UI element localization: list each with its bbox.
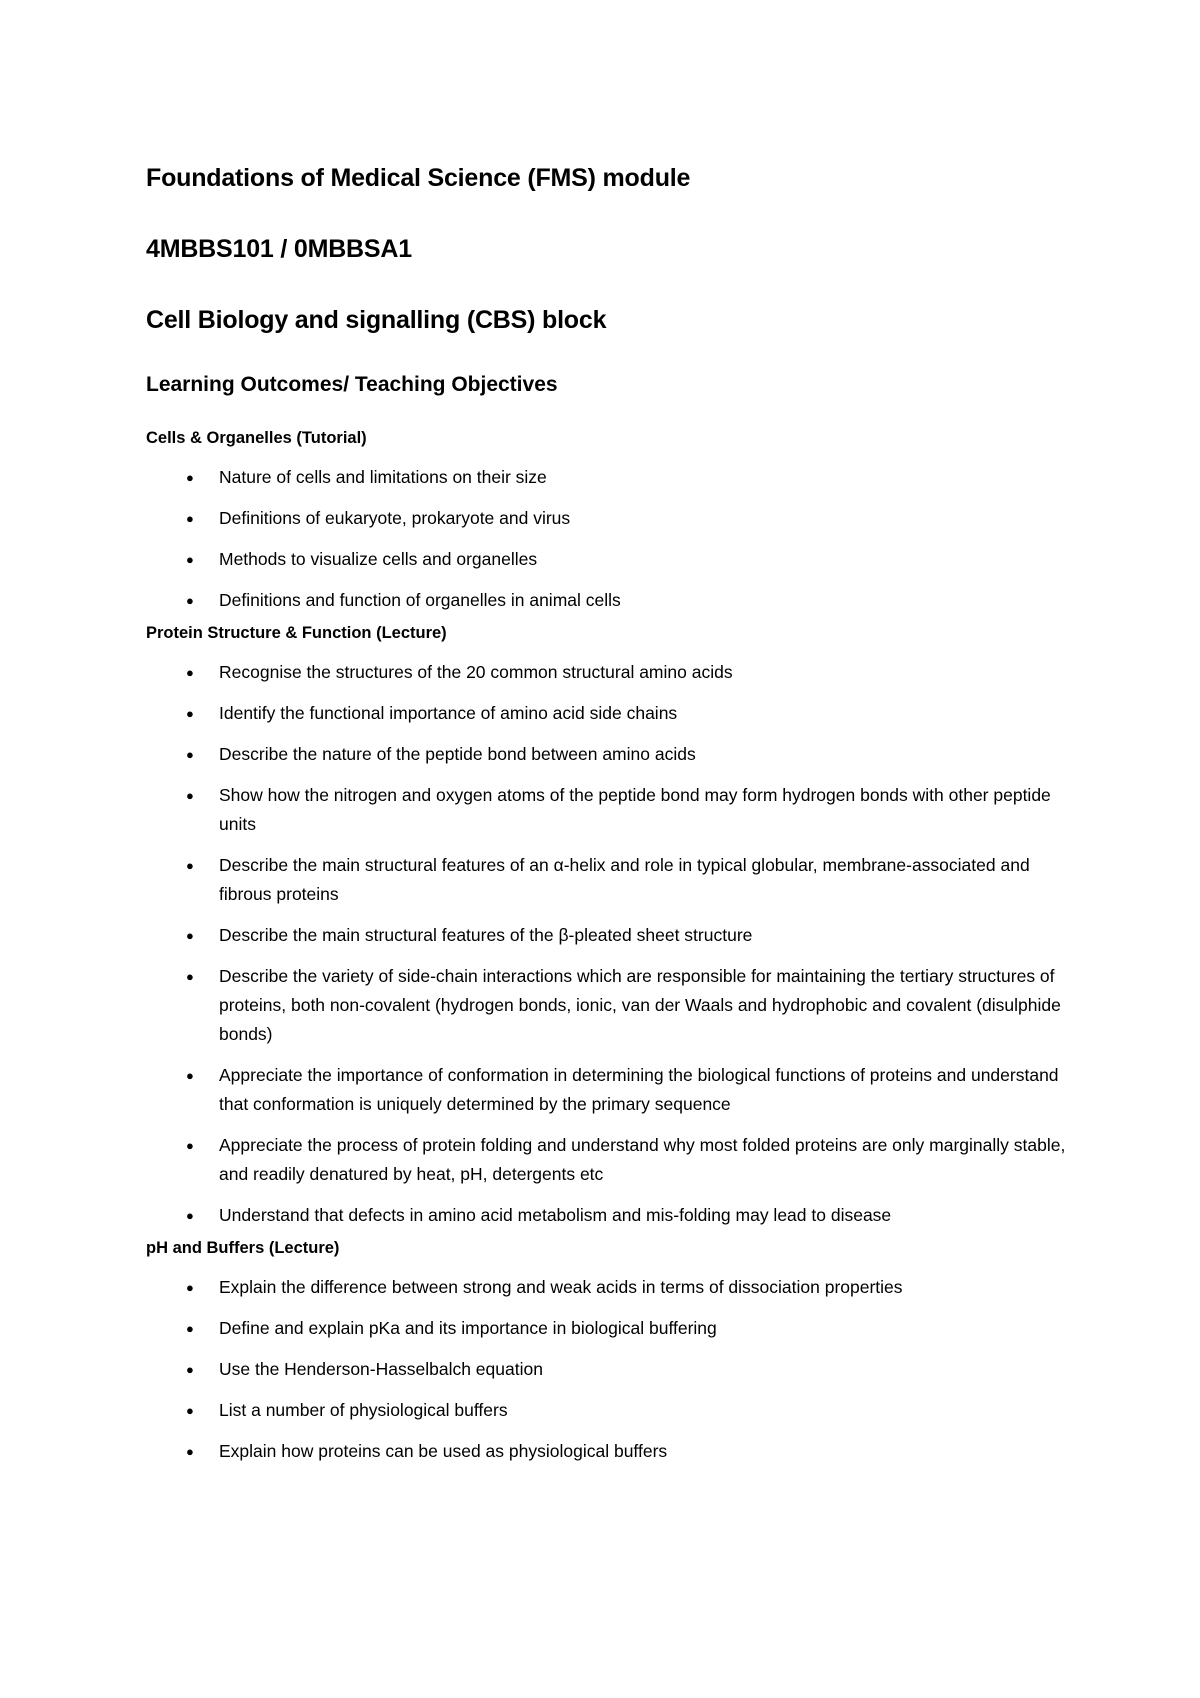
list-item: [146, 781, 1066, 839]
bullet-icon: ●: [186, 1362, 194, 1377]
bullet-icon: ●: [186, 665, 194, 680]
ph-buffers-list: [146, 1273, 1066, 1466]
bullet-icon: ●: [186, 788, 194, 803]
list-item-text: Describe the main structural features of the β-pleated sheet structure: [219, 925, 753, 945]
bullet-icon: ●: [186, 858, 194, 873]
bullet-icon: ●: [186, 1208, 194, 1223]
list-item-text: Appreciate the importance of conformation in determining the biological functions of proteins and understand that conformation is uniquely determined by the primary sequence: [219, 1065, 1059, 1114]
bullet-icon: ●: [186, 928, 194, 943]
bullet-icon: ●: [186, 552, 194, 567]
block-title: Cell Biology and signalling (CBS) block: [146, 306, 607, 334]
list-item-text: Use the Henderson-Hasselbalch equation: [219, 1359, 543, 1379]
bullet-icon: ●: [186, 1321, 194, 1336]
list-item: [146, 1131, 1066, 1189]
list-item: [146, 1396, 1066, 1425]
list-item: [146, 545, 1066, 574]
list-item-text: Appreciate the process of protein folding and understand why most folded proteins are only marginally stable, and readily denatured by heat, pH, detergents etc: [219, 1135, 1066, 1184]
bullet-icon: ●: [186, 706, 194, 721]
section-heading-cells-organelles: Cells & Organelles (Tutorial): [146, 429, 367, 447]
list-item-text: Show how the nitrogen and oxygen atoms of the peptide bond may form hydrogen bonds with other peptide units: [219, 785, 1051, 834]
list-item: [146, 699, 1066, 728]
list-item: [146, 504, 1066, 533]
section-heading-ph-buffers: pH and Buffers (Lecture): [146, 1239, 340, 1257]
list-item-text: Methods to visualize cells and organelles: [219, 549, 538, 569]
list-item-text: Describe the nature of the peptide bond between amino acids: [219, 744, 696, 764]
list-item: [146, 740, 1066, 769]
list-item-text: List a number of physiological buffers: [219, 1400, 508, 1420]
list-item-text: Recognise the structures of the 20 common structural amino acids: [219, 662, 733, 682]
bullet-icon: ●: [186, 1280, 194, 1295]
list-item-text: Nature of cells and limitations on their size: [219, 467, 547, 487]
list-item: [146, 1273, 1066, 1302]
bullet-icon: ●: [186, 511, 194, 526]
module-code: 4MBBS101 / 0MBBSA1: [146, 235, 412, 263]
list-item: [146, 1201, 1066, 1230]
list-item: [146, 921, 1066, 950]
outcomes-heading: Learning Outcomes/ Teaching Objectives: [146, 373, 558, 396]
list-item-text: Describe the main structural features of an α-helix and role in typical globular, membrane-associated and fibrous proteins: [219, 855, 1030, 904]
bullet-icon: ●: [186, 1138, 194, 1153]
bullet-icon: ●: [186, 747, 194, 762]
list-item: [146, 463, 1066, 492]
list-item: [146, 586, 1066, 615]
list-item: [146, 1355, 1066, 1384]
list-item-text: Understand that defects in amino acid metabolism and mis-folding may lead to disease: [219, 1205, 892, 1225]
list-item-text: Identify the functional importance of amino acid side chains: [219, 703, 678, 723]
list-item: [146, 1314, 1066, 1343]
document-content: [146, 160, 1066, 1478]
section-heading-protein-structure: Protein Structure & Function (Lecture): [146, 624, 447, 642]
bullet-icon: ●: [186, 1068, 194, 1083]
list-item: [146, 658, 1066, 687]
bullet-icon: ●: [186, 1403, 194, 1418]
bullet-icon: ●: [186, 969, 194, 984]
cells-organelles-list: [146, 463, 1066, 615]
list-item-text: Explain how proteins can be used as physiological buffers: [219, 1441, 668, 1461]
list-item: [146, 962, 1066, 1049]
list-item: [146, 1437, 1066, 1466]
list-item-text: Definitions of eukaryote, prokaryote and virus: [219, 508, 571, 528]
list-item-text: Explain the difference between strong and weak acids in terms of dissociation properties: [219, 1277, 903, 1297]
document-title: Foundations of Medical Science (FMS) module: [146, 164, 691, 192]
list-item-text: Define and explain pKa and its importance in biological buffering: [219, 1318, 717, 1338]
bullet-icon: ●: [186, 593, 194, 608]
list-item: [146, 1061, 1066, 1119]
bullet-icon: ●: [186, 470, 194, 485]
list-item: [146, 851, 1066, 909]
protein-structure-list: [146, 658, 1066, 1230]
bullet-icon: ●: [186, 1444, 194, 1459]
list-item-text: Describe the variety of side-chain interactions which are responsible for maintaining the tertiary structures of proteins, both non-covalent (hydrogen bonds, ionic, van der Waals and hydrophobic and covalent (disulphide bonds): [219, 966, 1061, 1044]
list-item-text: Definitions and function of organelles in animal cells: [219, 590, 621, 610]
